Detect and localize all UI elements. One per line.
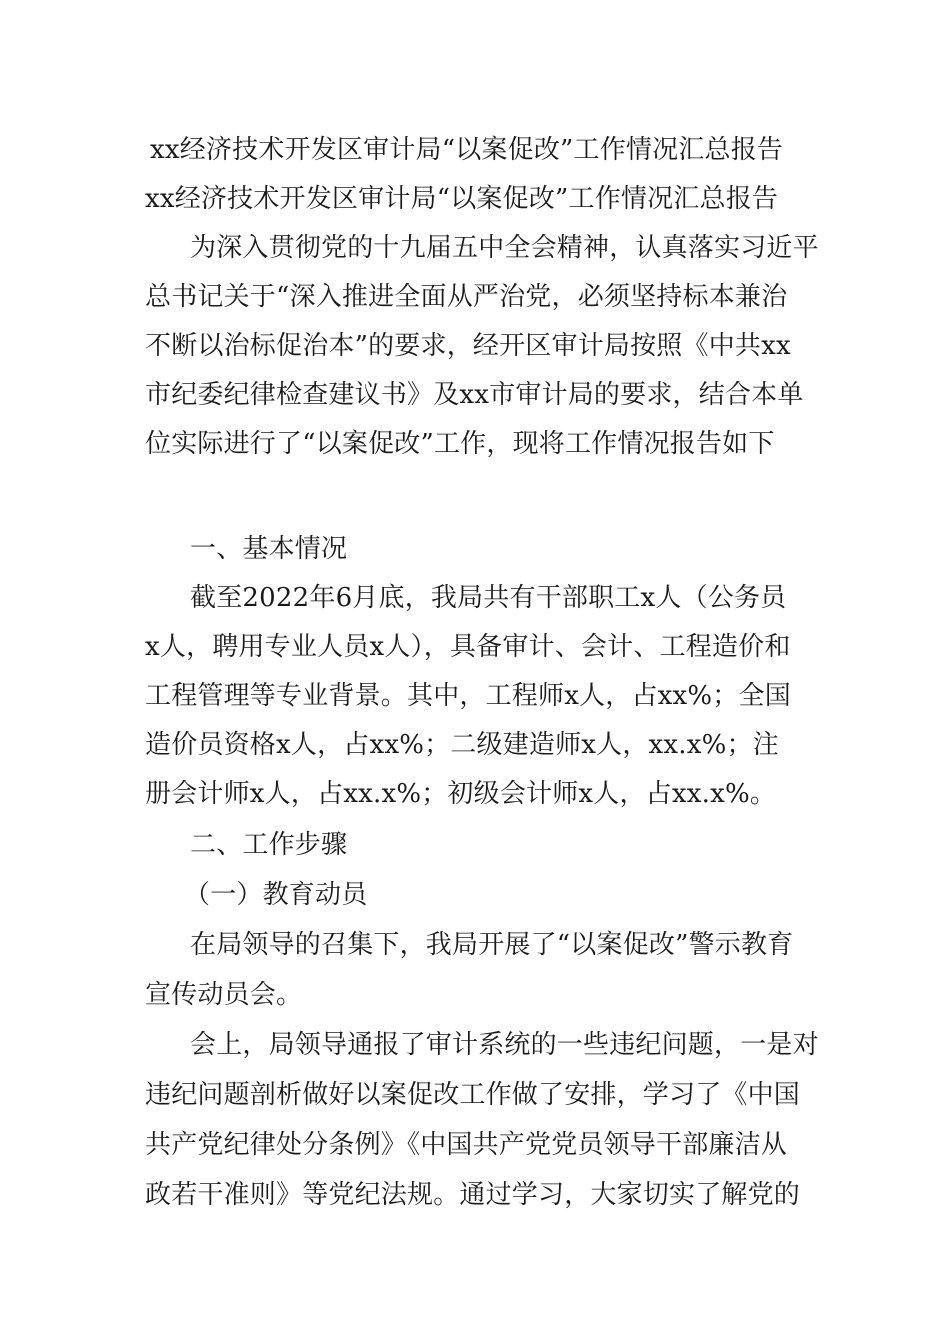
intro-line: 为深入贯彻党的十九届五中全会精神，认真落实习近平 [190, 233, 819, 263]
section-heading-work-steps: 二、工作步骤 [190, 830, 348, 860]
section1-line: 工程管理等专业背景。其中，工程师x人，占xx%；全国 [145, 681, 791, 711]
para-b-line: 政若干准则》等党纪法规。通过学习，大家切实了解党的 [145, 1180, 801, 1210]
section1-line: 截至2022年6月底，我局共有干部职工x人（公务员 [190, 583, 787, 613]
document-title-line-2: xx经济技术开发区审计局“以案促改”工作情况汇总报告 [145, 184, 779, 214]
intro-line: 市纪委纪律检查建议书》及xx市审计局的要求，结合本单 [145, 380, 804, 410]
para-b-line: 共产党纪律处分条例》《中国共产党党员领导干部廉洁从 [145, 1130, 788, 1160]
para-a-line: 宣传动员会。 [145, 980, 303, 1010]
section-heading-basic-situation: 一、基本情况 [190, 534, 348, 564]
para-b-line: 违纪问题剖析做好以案促改工作做了安排，学习了《中国 [145, 1080, 801, 1110]
para-b-line: 会上，局领导通报了审计系统的一些违纪问题，一是对 [190, 1030, 819, 1060]
intro-line: 位实际进行了“以案促改”工作，现将工作情况报告如下 [145, 429, 775, 459]
intro-line: 不断以治标促治本”的要求，经开区审计局按照《中共xx [145, 331, 791, 361]
subsection-heading-education: （一）教育动员 [184, 880, 368, 910]
section1-line: x人，聘用专业人员x人），具备审计、会计、工程造价和 [145, 632, 791, 662]
intro-line: 总书记关于“深入推进全面从严治党，必须坚持标本兼治 [145, 282, 788, 312]
document-title-line-1: xx经济技术开发区审计局“以案促改”工作情况汇总报告 [150, 135, 784, 165]
para-a-line: 在局领导的召集下，我局开展了“以案促改”警示教育 [190, 930, 794, 960]
section1-line: 册会计师x人，占xx.x%；初级会计师x人，占xx.x%。 [145, 779, 777, 809]
section1-line: 造价员资格x人，占xx%；二级建造师x人，xx.x%；注 [145, 730, 779, 760]
